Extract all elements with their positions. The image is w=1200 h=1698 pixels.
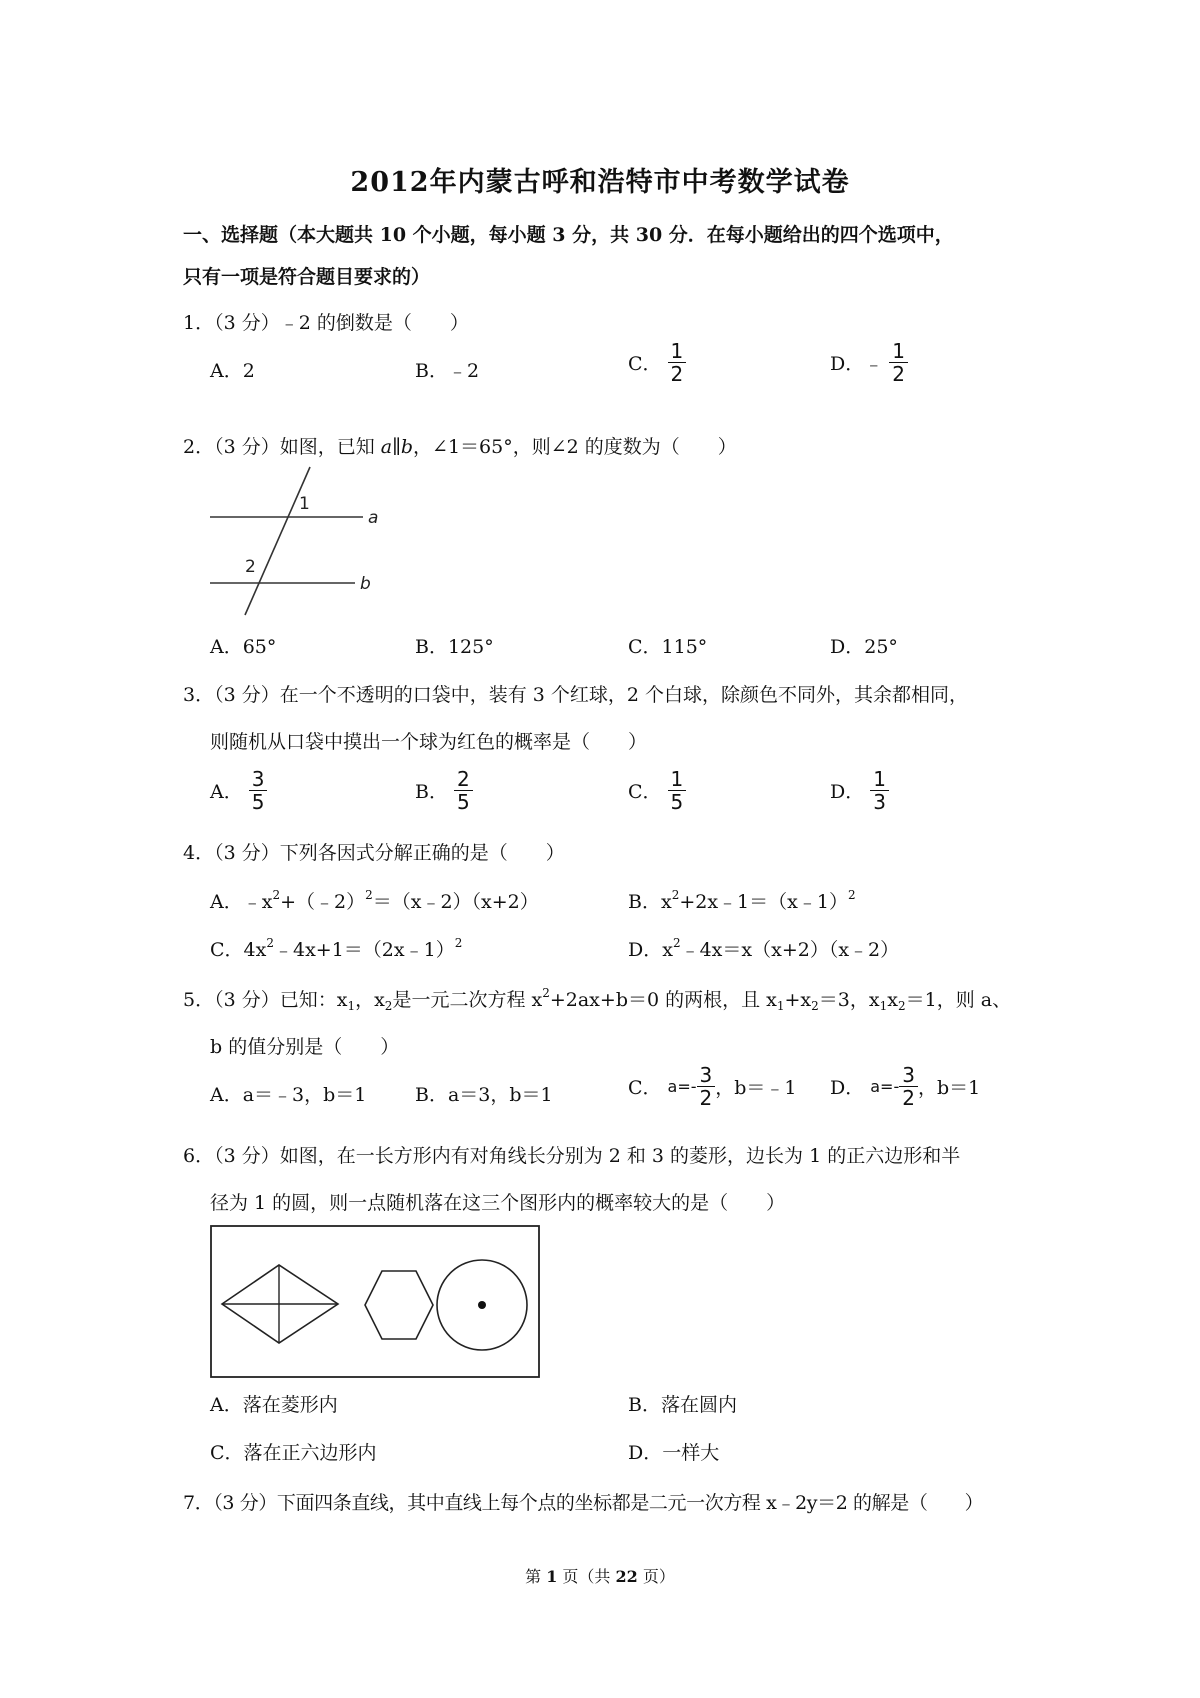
q5-part-h: ＝1，则 a、: [905, 989, 1012, 1011]
q3-option-b: [415, 768, 473, 813]
q5-c-post: ，b＝﹣1: [715, 1077, 797, 1099]
page-title: 2012年内蒙古呼和浩特市中考数学试卷: [350, 167, 850, 198]
q2-stem-math: a∥b: [380, 436, 414, 458]
q6-option-b: B．落在圆内: [628, 1394, 737, 1416]
footer-post: 页）: [637, 1567, 675, 1586]
q3-option-c: [628, 768, 686, 813]
q5-sub-1b: 1: [776, 999, 785, 1013]
q2-stem: [183, 432, 737, 459]
transversal-line: [245, 467, 310, 615]
q1-c-numerator: 1: [668, 340, 687, 363]
q1-option-d-fraction: [889, 340, 908, 385]
q5-option-d: [830, 1064, 980, 1109]
section-heading-line2: 只有一项是符合题目要求的）: [183, 266, 431, 288]
q5-d-label: D．: [830, 1077, 865, 1099]
q5-sub-2a: 2: [384, 999, 393, 1013]
q3-option-a-label: A．: [210, 781, 243, 803]
q4-option-a: [210, 887, 539, 914]
q4-a-part1: A．﹣x: [210, 891, 273, 913]
q3-a-numerator: 3: [249, 768, 268, 791]
q2-stem-pre: 2．（3 分）如图，已知: [183, 436, 381, 458]
q4-stem: 4．（3 分）下列各因式分解正确的是（ ）: [183, 842, 565, 864]
q4-b-sup2: 2: [847, 888, 856, 902]
q1-d-denominator: 2: [892, 362, 905, 386]
q3-option-d: [830, 768, 889, 813]
rectangle-frame: [211, 1226, 539, 1377]
q1-stem: 1．（3 分）﹣2 的倒数是（ ）: [183, 312, 469, 334]
q4-b-part2: +2x﹣1＝（x﹣1）: [679, 891, 848, 913]
q5-part-b: ，x: [355, 989, 385, 1011]
circle-center-dot: [478, 1301, 486, 1309]
q1-option-c: [628, 340, 686, 385]
q5-stem-line1: [183, 985, 1011, 1012]
q3-option-c-label: C．: [628, 781, 662, 803]
q5-stem-line2: b 的值分别是（ ）: [210, 1036, 400, 1058]
q4-d-part2: ﹣4x＝x（x+2）（x﹣2）: [680, 939, 900, 961]
q6-stem-line2: 径为 1 的圆，则一点随机落在这三个图形内的概率较大的是（ ）: [210, 1192, 786, 1214]
angle-2-label: 2: [245, 557, 256, 577]
line-a-label: a: [368, 508, 379, 528]
q4-a-sup2: 2: [365, 888, 373, 902]
q4-c-sup1: 2: [266, 936, 274, 950]
q5-c-numerator: 3: [697, 1064, 716, 1087]
q1-option-d: [830, 340, 908, 385]
q5-c-label: C．: [628, 1077, 662, 1099]
q3-option-a-fraction: [249, 768, 268, 813]
q3-option-b-fraction: [454, 768, 473, 813]
q6-shapes-figure: [210, 1225, 542, 1380]
footer-mid: 页（共: [557, 1567, 616, 1586]
angle-1-label: 1: [299, 494, 310, 514]
q4-d-part1: D．x: [628, 939, 673, 961]
footer-total-pages: 22: [615, 1567, 638, 1586]
q5-part-f: ＝3，x: [818, 989, 880, 1011]
q3-stem-line1: 3．（3 分）在一个不透明的口袋中，装有 3 个红球，2 个白球，除颜色不同外，其余都相同，: [183, 684, 969, 706]
page-footer: [0, 1564, 1200, 1587]
q5-c-denominator: 2: [699, 1086, 713, 1110]
q2-parallel-lines-figure: [205, 465, 385, 625]
q2-stem-post: ，∠1＝65°，则∠2 的度数为（ ）: [413, 436, 737, 458]
q4-b-part1: B．x: [628, 891, 672, 913]
hexagon-shape: [365, 1271, 433, 1339]
q4-c-part1: C．4x: [210, 939, 267, 961]
q5-d-a-eq: a=-: [870, 1077, 900, 1096]
q4-option-c: [210, 935, 462, 962]
q5-sub-1a: 1: [347, 999, 356, 1013]
q3-c-numerator: 1: [668, 768, 687, 791]
q2-option-d: D．25°: [830, 636, 898, 658]
q5-d-fraction: [899, 1064, 918, 1109]
q5-d-numerator: 3: [899, 1064, 918, 1087]
footer-page-number: 1: [546, 1567, 558, 1586]
q1-option-b: B．﹣2: [415, 360, 480, 382]
q4-a-sup1: 2: [272, 888, 281, 902]
line-b-label: b: [360, 574, 371, 594]
q1-option-a: A．2: [210, 360, 255, 382]
q3-option-d-label: D．: [830, 781, 865, 803]
q5-d-denominator: 2: [902, 1086, 915, 1110]
q3-stem-line2: 则随机从口袋中摸出一个球为红色的概率是（ ）: [210, 731, 648, 753]
q5-part-c: 是一元二次方程 x: [392, 989, 543, 1011]
q5-sub-2c: 2: [897, 999, 906, 1013]
q3-d-denominator: 3: [873, 790, 886, 814]
q4-b-sup1: 2: [671, 888, 680, 902]
q2-option-c: C．115°: [628, 636, 708, 658]
q1-option-c-fraction: [668, 340, 687, 385]
q3-option-b-label: B．: [415, 781, 448, 803]
q1-d-numerator: 1: [889, 340, 908, 363]
q3-d-numerator: 1: [870, 768, 889, 791]
q4-c-sup2: 2: [454, 936, 463, 950]
q4-a-part2: +（﹣2）: [280, 891, 366, 913]
q3-c-denominator: 5: [670, 790, 684, 814]
q5-option-b: B．a＝3，b＝1: [415, 1084, 553, 1106]
q2-option-b: B．125°: [415, 636, 494, 658]
q3-option-a: [210, 768, 267, 813]
q5-c-fraction: [697, 1064, 716, 1109]
q2-option-a: A．65°: [210, 636, 277, 658]
q1-option-c-label: C．: [628, 353, 662, 375]
q1-c-denominator: 2: [670, 362, 684, 386]
q5-sub-2b: 2: [811, 999, 819, 1013]
q6-option-c: C．落在正六边形内: [210, 1442, 377, 1464]
q5-c-a-eq: a=-: [667, 1077, 697, 1096]
q4-d-sup1: 2: [672, 936, 681, 950]
q4-option-b: [628, 887, 856, 914]
q5-d-post: ，b＝1: [917, 1077, 981, 1099]
q5-part-e: +x: [784, 989, 812, 1011]
q3-b-numerator: 2: [454, 768, 473, 791]
q4-a-part3: ＝（x﹣2）（x+2）: [372, 891, 539, 913]
q3-a-denominator: 5: [251, 790, 265, 814]
q6-stem-line1: 6．（3 分）如图，在一长方形内有对角线长分别为 2 和 3 的菱形，边长为 1 的正六边形和半: [183, 1145, 961, 1167]
q3-option-c-fraction: [668, 768, 687, 813]
q1-option-d-label: D．﹣: [830, 353, 884, 375]
q6-option-a: A．落在菱形内: [210, 1394, 338, 1416]
section-heading-line1: 一、选择题（本大题共 10 个小题，每小题 3 分，共 30 分．在每小题给出的四个选项中，: [183, 224, 954, 246]
q7-stem: 7．（3 分）下面四条直线，其中直线上每个点的坐标都是二元一次方程 x﹣2y＝2 的解是（ ）: [183, 1492, 984, 1514]
q3-b-denominator: 5: [456, 790, 470, 814]
q6-option-d: D．一样大: [628, 1442, 720, 1464]
q4-option-d: [628, 935, 899, 962]
q5-part-d: +2ax+b＝0 的两根，且 x: [549, 989, 777, 1011]
q5-option-a: A．a＝﹣3，b＝1: [210, 1084, 367, 1106]
footer-pre: 第: [525, 1567, 547, 1586]
q5-sub-1c: 1: [879, 999, 888, 1013]
q5-part-g: x: [887, 989, 898, 1011]
q5-sup-2: 2: [542, 986, 550, 1000]
q3-option-d-fraction: [870, 768, 889, 813]
q5-option-c: [628, 1064, 797, 1109]
q5-part-a: 5．（3 分）已知：x: [183, 989, 348, 1011]
q4-c-part2: ﹣4x+1＝（2x﹣1）: [273, 939, 455, 961]
